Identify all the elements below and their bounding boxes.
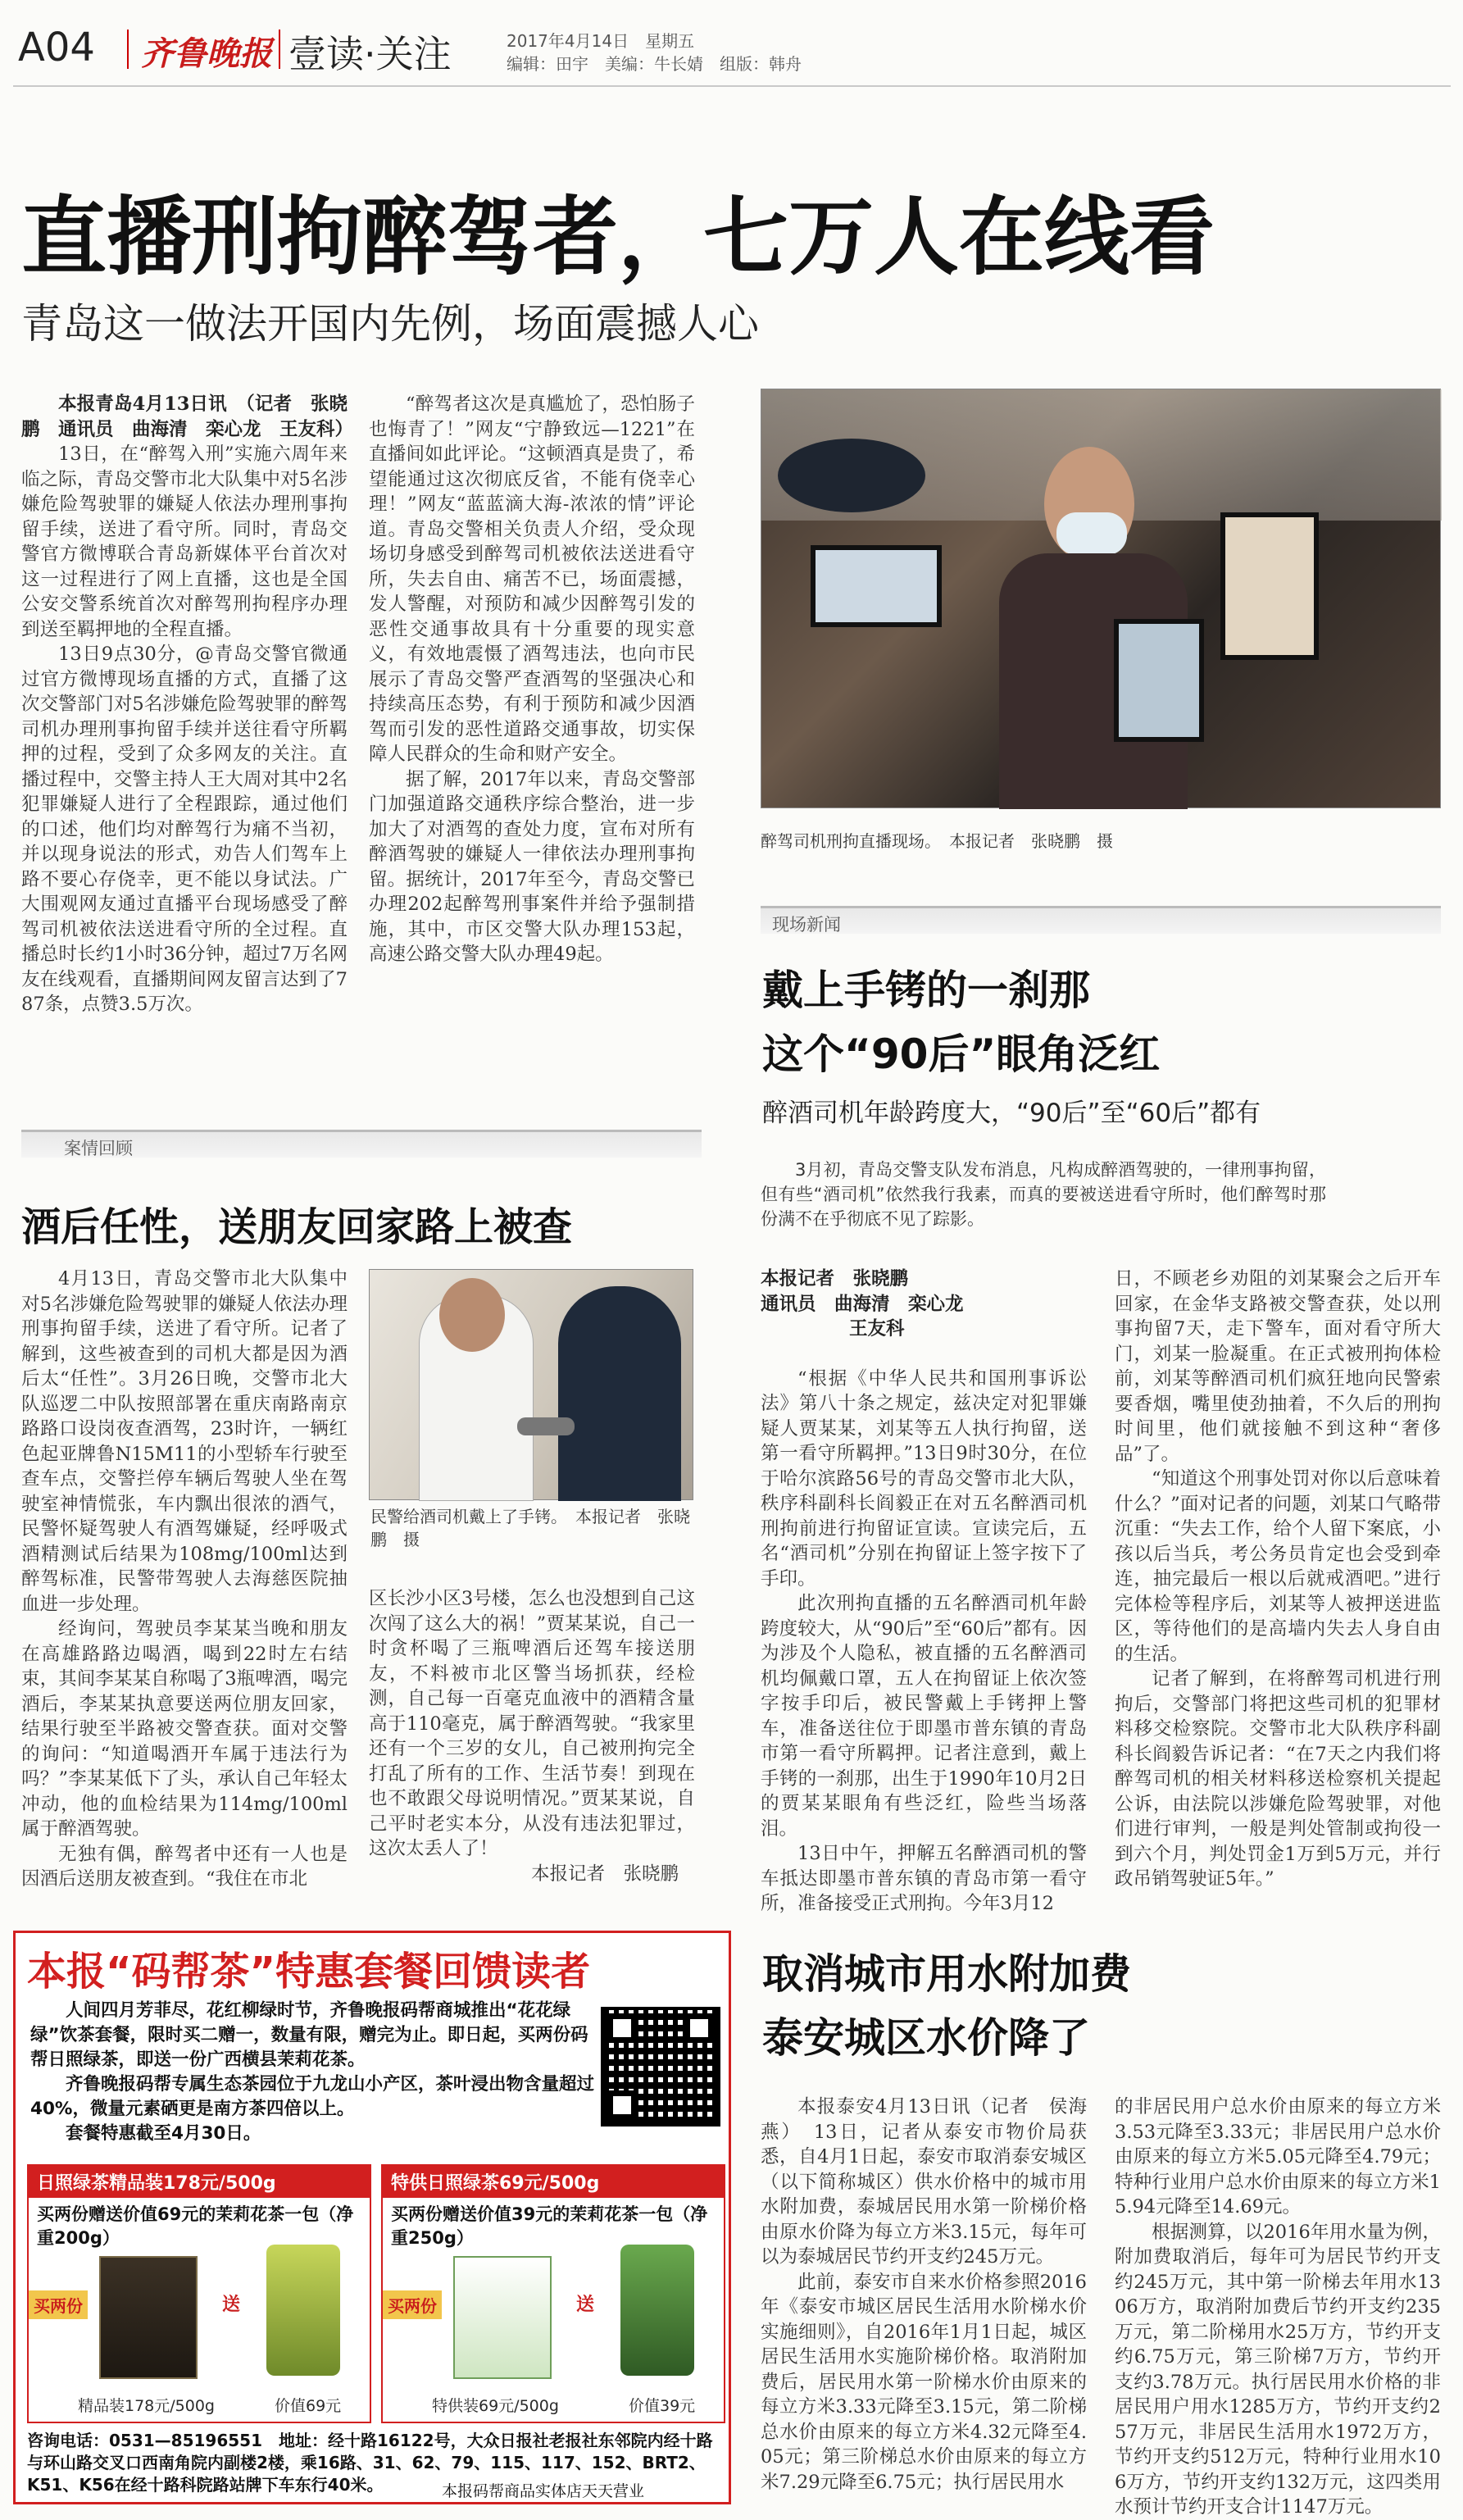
ad-title: 本报“码帮茶”特惠套餐回馈读者 — [27, 1949, 591, 1995]
offer-1-buy: 买两份 — [29, 2290, 88, 2319]
main-photo-caption: 醉驾司机刑拘直播现场。 本报记者 张晓鹏 摄 — [761, 831, 1113, 851]
scene-news-col1 — [761, 1267, 1087, 1914]
main-headline: 直播刑拘醉驾者，七万人在线看 — [21, 187, 1215, 287]
scene-news-byline: 本报记者 张晓鹏 — [761, 1268, 909, 1290]
qr-finder — [607, 2013, 637, 2043]
paragraph: 13日9点30分，@青岛交警官微通过官方微博现场直播的方式，直播了这次交警部门对5名涉嫌危险驾驶罪的醉驾司机办理刑事拘留手续并送往看守所羁押的过程，受到了众多网友的关注。直播过程中，交警主持人王大周对其中2名犯罪嫌疑人进行了全程跟踪，通过他们的口述，他们均对醉驾行为痛不当初，并以现身说法的形式，劝告人们驾车上路不要心存侥幸，更不能以身试法。广大围观网友通过直播平台现场感受了醉驾司机被依法送进看守所的全过程。直播总时长约1小时36分钟，超过7万名网友在线观看，直播期间网友留言达到了787条，点赞3.5万次。 — [21, 644, 348, 1015]
main-subheadline: 青岛这一做法开国内先例，场面震撼人心 — [21, 300, 759, 348]
paper-logo: 齐鲁晚报 — [141, 34, 272, 73]
main-article-col2 — [369, 392, 695, 1048]
offer-1-desc: 买两份赠送价值69元的茉莉花茶一包（净重200g） — [37, 2204, 354, 2248]
case-review-col1 — [21, 1267, 348, 1890]
qr-code[interactable] — [601, 2007, 720, 2127]
photo-suspect-head — [439, 1278, 505, 1352]
photo-phone — [1220, 512, 1319, 660]
paragraph: 的非居民用户总水价由原来的每立方米3.53元降至3.33元；非居民用户总水价由原来的每立方米5.05元降至4.79元；特种行业用户总水价由原来的每立方米15.94元降至14.69元。 — [1115, 2096, 1441, 2218]
scene-news-tab: 现场新闻 — [761, 906, 1441, 934]
tea-advertisement — [13, 1931, 731, 2504]
paragraph: 无独有偶，醉驾者中还有一人也是因酒后送朋友被查到。“我住在市北 — [21, 1843, 348, 1890]
paragraph: 13日中午，押解五名醉酒司机的警车抵达即墨市普东镇的青岛市第一看守所，准备接受正式刑拘。今年3月12 — [761, 1843, 1087, 1914]
offer-2-title: 特供日照绿茶69元/500g — [383, 2166, 724, 2198]
offer-1-title: 日照绿茶精品装178元/500g — [29, 2166, 370, 2198]
ad-body — [30, 1999, 596, 2146]
main-byline: 本报青岛4月13日讯 （记者 张晓鹏 通讯员 曲海清 栾心龙 王友科） — [21, 393, 354, 440]
page-number: A04 — [18, 25, 95, 71]
offer-1-price-right: 价值69元 — [275, 2397, 342, 2415]
header-divider — [279, 30, 280, 69]
paragraph: “知道这个刑事处罚对你以后意味着什么？”面对记者的问题，刘某口气略带沉重：“失去工作，给个人留下案底，小孩以后当兵，考公务员肯定也会受到牵连，抽完最后一根以后就戒酒吧。”进行完体检等程序后，刘某等人被押送进监区，等待他们的是高墙内失去人身自由的生活。 — [1115, 1468, 1441, 1665]
editor-credits: 编辑：田宇 美编：牛长婧 组版：韩舟 — [507, 54, 802, 74]
photo-handcuff — [517, 1417, 575, 1435]
ad-note: 本报码帮商品实体店天天营业 — [442, 2482, 645, 2500]
offer-2-price-left: 特供装69元/500g — [432, 2397, 559, 2415]
paragraph: 记者了解到，在将醉驾司机进行刑拘后，交警部门将把这些司机的犯罪材料移交检察院。交警市北大队秩序科副科长阎毅告诉记者：“在7天之内我们将醉驾司机的相关材料移送检察机关提起公诉，由法院以涉嫌危险驾驶罪，对他们进行审判，一般是判处管制或拘役一到六个月，判处罚金1万到5万元，并行政吊销驾驶证5年。” — [1115, 1668, 1441, 1890]
issue-date: 2017年4月14日 星期五 — [507, 31, 695, 51]
offer-2-gift: 送 — [576, 2295, 595, 2315]
scene-news-byline: 通讯员 曲海清 栾心龙 — [761, 1293, 964, 1315]
scene-news-headline-2: 这个“90后”眼角泛红 — [762, 1030, 1161, 1078]
main-article-col1 — [21, 392, 354, 1048]
scene-news-intro-text: 3月初，青岛交警支队发布消息，凡构成醉酒驾驶的，一律刑事拘留，但有些“酒司机”依然我行我素，而真的要被送进看守所时，他们醉驾时那份满不在乎彻底不见了踪影。 — [761, 1160, 1326, 1229]
case-review-author: 本报记者 张晓鹏 — [530, 1863, 679, 1885]
ad-offer-1 — [27, 2164, 371, 2423]
photo-officer — [558, 1286, 681, 1501]
tea-pack — [620, 2245, 694, 2376]
water-headline-1: 取消城市用水附加费 — [762, 1950, 1131, 1998]
water-col1 — [761, 2095, 1087, 2504]
main-photo — [761, 389, 1441, 808]
qr-finder — [684, 2013, 714, 2043]
ad-para: 齐鲁晚报码帮专属生态茶园位于九龙山小产区，茶叶浸出物含量超过40%，微量元素硒更是南方茶四倍以上。 — [30, 2074, 595, 2119]
offer-2-buy: 买两份 — [383, 2290, 442, 2319]
tea-box — [99, 2256, 198, 2379]
case-review-photo — [369, 1269, 693, 1500]
scene-news-col2 — [1115, 1267, 1441, 1890]
case-review-tab: 案情回顾 — [21, 1130, 702, 1158]
ad-contact: 咨询电话：0531—85196551 地址：经十路16122号，大众日报社老报社东邻院内经十路与环山路交叉口西南角院内副楼2楼，乘16路、31、62、79、115、117、152、BRT2、K51、K56在经十路科院路站牌下车东行40米。 — [27, 2431, 713, 2495]
paragraph: “根据《中华人民共和国刑事诉讼法》第八十条之规定，兹决定对犯罪嫌疑人贾某某，刘某等五人执行拘留，送第一看守所羁押。”13日9时30分，在位于哈尔滨路56号的青岛交警市北大队，秩序科副科长阎毅正在对五名醉酒司机刑拘前进行拘留证宣读。宣读完后，五名“酒司机”分别在拘留证上签字按下了手印。 — [761, 1367, 1087, 1590]
section-name: 壹读·关注 — [289, 32, 452, 76]
photo-phone — [1114, 619, 1204, 742]
scene-news-intro — [761, 1158, 1326, 1231]
tea-pack — [266, 2245, 340, 2376]
case-review-col2 — [369, 1586, 695, 1885]
photo-phone — [811, 545, 942, 627]
ad-para: 套餐特惠截至4月30日。 — [66, 2123, 261, 2144]
paragraph: 根据测算，以2016年用水量为例，附加费取消后，每年可为居民节约开支约245万元，其中第一阶梯去年用水1306万方，取消附加费后节约开支约235万元，第二阶梯用水25万方，节约开支约6.75万元，第三阶梯7万方，节约开支约3.78万元。执行居民用水价格的非居民用户用水1285万方，节约开支约257万元，非居民生活用水1972万方，节约开支约512万元，特种行业用水106万方，节约开支约132万元，这四类用水预计节约开支合计1147万元。 — [1115, 2221, 1441, 2518]
qr-finder — [607, 2090, 637, 2120]
offer-1-gift: 送 — [222, 2295, 241, 2315]
paragraph: 13日，在“醉驾入刑”实施六周年来临之际，青岛交警市北大队集中对5名涉嫌危险驾驶罪的嫌疑人依法办理刑事拘留手续，送进了看守所。同时，青岛交警官方微博联合青岛新媒体平台首次对这一过程进行了网上直播，这也是全国公安交警系统首次对醉驾刑拘程序办理到送至羁押地的全程直播。 — [21, 444, 348, 640]
ad-para: 人间四月芳菲尽，花红柳绿时节，齐鲁晚报码帮商城推出“花花绿绿”饮茶套餐，限时买二赠一，数量有限，赠完为止。即日起，买两份码帮日照绿茶，即送一份广西横县茉莉花茶。 — [30, 2000, 588, 2070]
scene-news-subhead: 醉酒司机年龄跨度大，“90后”至“60后”都有 — [762, 1099, 1261, 1128]
water-headline-2: 泰安城区水价降了 — [762, 2014, 1090, 2062]
header-divider — [127, 30, 129, 69]
offer-2-price-right: 价值39元 — [629, 2397, 696, 2415]
case-review-headline: 酒后任性，送朋友回家路上被查 — [21, 1204, 573, 1250]
photo-mask — [1056, 512, 1127, 555]
paragraph: 经询问，驾驶员李某某当晚和朋友在高雄路路边喝酒，喝到22时左右结束，其间李某某自称喝了3瓶啤酒，喝完酒后，李某某执意要送两位朋友回家，结果行驶至半路被交警查获。面对交警的询问：“知道喝酒开车属于违法行为吗？”李某某低下了头，承认自己年轻太冲动，他的血检结果为114mg/100ml属于醉酒驾驶。 — [21, 1618, 348, 1840]
tea-box — [453, 2256, 552, 2379]
photo-police-cap — [778, 439, 925, 512]
paragraph: “醉驾者这次是真尴尬了，恐怕肠子也悔青了！”网友“宁静致远—1221”在直播间如此评论。“这顿酒真是贵了，希望能通过这次彻底反省，不能有侥幸心理！”网友“蓝蓝滴大海-浓浓的情”评论道。青岛交警相关负责人介绍，受众现场切身感受到醉驾司机被依法送进看守所，失去自由、痛苦不已，场面震撼，发人警醒，对预防和减少因醉驾引发的恶性交通事故具有十分重要的现实意义，有效地震慑了酒驾违法，也向市民展示了青岛交警严查酒驾的坚强决心和持续高压态势，有利于预防和减少因酒驾而引发的恶性道路交通事故，切实保障人民群众的生命和财产安全。 — [369, 393, 695, 765]
paragraph: 区长沙小区3号楼，怎么也没想到自己这次闯了这么大的祸！”贾某某说，自己一时贪杯喝了三瓶啤酒后还驾车接送朋友，不料被市北区警当场抓获，经检测，自己每一百毫克血液中的酒精含量高于110毫克，属于醉酒驾驶。“我家里还有一个三岁的女儿，自己被刑拘完全打乱了所有的工作、生活节奏！到现在也不敢跟父母说明情况。”贾某某说，自己平时老实本分，从没有违法犯罪过，这次太丢人了！ — [369, 1588, 695, 1859]
water-col2 — [1115, 2095, 1441, 2518]
scene-news-byline: 王友科 — [849, 1318, 905, 1340]
paragraph: 此次刑拘直播的五名醉酒司机年龄跨度较大，从“90后”至“60后”都有。因为涉及个人隐私，被直播的五名醉酒司机均佩戴口罩，五人在拘留证上依次签字按手印后，被民警戴上手铐押上警车，准备送往位于即墨市普东镇的青岛市第一看守所羁押。记者注意到，戴上手铐的一刹那，出生于1990年10月2日的贾某某眼角有些泛红，险些当场落泪。 — [761, 1593, 1087, 1840]
page-header — [0, 0, 1463, 82]
paragraph: 此前，泰安市自来水价格参照2016年《泰安市城区居民生活用水阶梯水价实施细则》，自2016年1月1日起，城区居民生活用水实施阶梯价格。取消附加费后，居民用水第一阶梯水价由原来的每立方米3.33元降至3.15元，第二阶梯总水价由原来的每立方米4.32元降至4.05元；第三阶梯总水价由原来的每立方米7.29元降至6.75元；执行居民用水 — [761, 2271, 1087, 2493]
case-review-photo-caption: 民警给酒司机戴上了手铐。 本报记者 张晓鹏 摄 — [370, 1507, 690, 1549]
paragraph: 4月13日，青岛交警市北大队集中对5名涉嫌危险驾驶罪的嫌疑人依法办理刑事拘留手续，送进了看守所。记者了解到，这些被查到的司机大都是因为酒后太“任性”。3月26日晚，交警市北大队巡逻二中队按照部署在重庆南路南京路路口设岗夜查酒驾，23时许，一辆红色起亚牌鲁N15M11的小型轿车行驶至查车点，交警拦停车辆后驾驶人坐在驾驶室神情慌张，车内飘出很浓的酒气，民警怀疑驾驶人有酒驾嫌疑，经呼吸式酒精测试后结果为108mg/100ml达到醉驾标准，民警带驾驶人去海慈医院抽血进一步处理。 — [21, 1268, 348, 1615]
paragraph: 本报泰安4月13日讯（记者 侯海燕） 13日，记者从泰安市物价局获悉，自4月1日起，泰安市取消泰安城区（以下简称城区）供水价格中的城市用水附加费，泰城居民用水第一阶梯价格由原水价降为每立方米3.15元，每年可以为泰城居民节约开支约245万元。 — [761, 2096, 1087, 2268]
offer-2-desc: 买两份赠送价值39元的茉莉花茶一包（净重250g） — [391, 2204, 708, 2248]
offer-1-price-left: 精品装178元/500g — [78, 2397, 215, 2415]
header-rule — [13, 85, 1451, 87]
paragraph: 据了解，2017年以来，青岛交警部门加强道路交通秩序综合整治，进一步加大了对酒驾的查处力度，宣布对所有醉酒驾驶的嫌疑人一律依法办理刑事拘留。据统计，2017年至今，青岛交警已办理202起醉驾刑事案件并给予强制措施，其中，市区交警大队办理153起，高速公路交警大队办理49起。 — [369, 768, 695, 965]
scene-news-headline-1: 戴上手铐的一刹那 — [762, 967, 1090, 1014]
paragraph: 日，不顾老乡劝阻的刘某聚会之后开车回家，在金华支路被交警查获，处以刑事拘留7天，走下警车，面对看守所大门，刘某一脸凝重。在正式被刑拘体检前，刘某等醉酒司机们疯狂地向民警索要香烟，嘴里使劲抽着，不久后的刑拘时间里，他们就接触不到这种“奢侈品”了。 — [1115, 1268, 1441, 1465]
ad-offer-2 — [381, 2164, 725, 2423]
